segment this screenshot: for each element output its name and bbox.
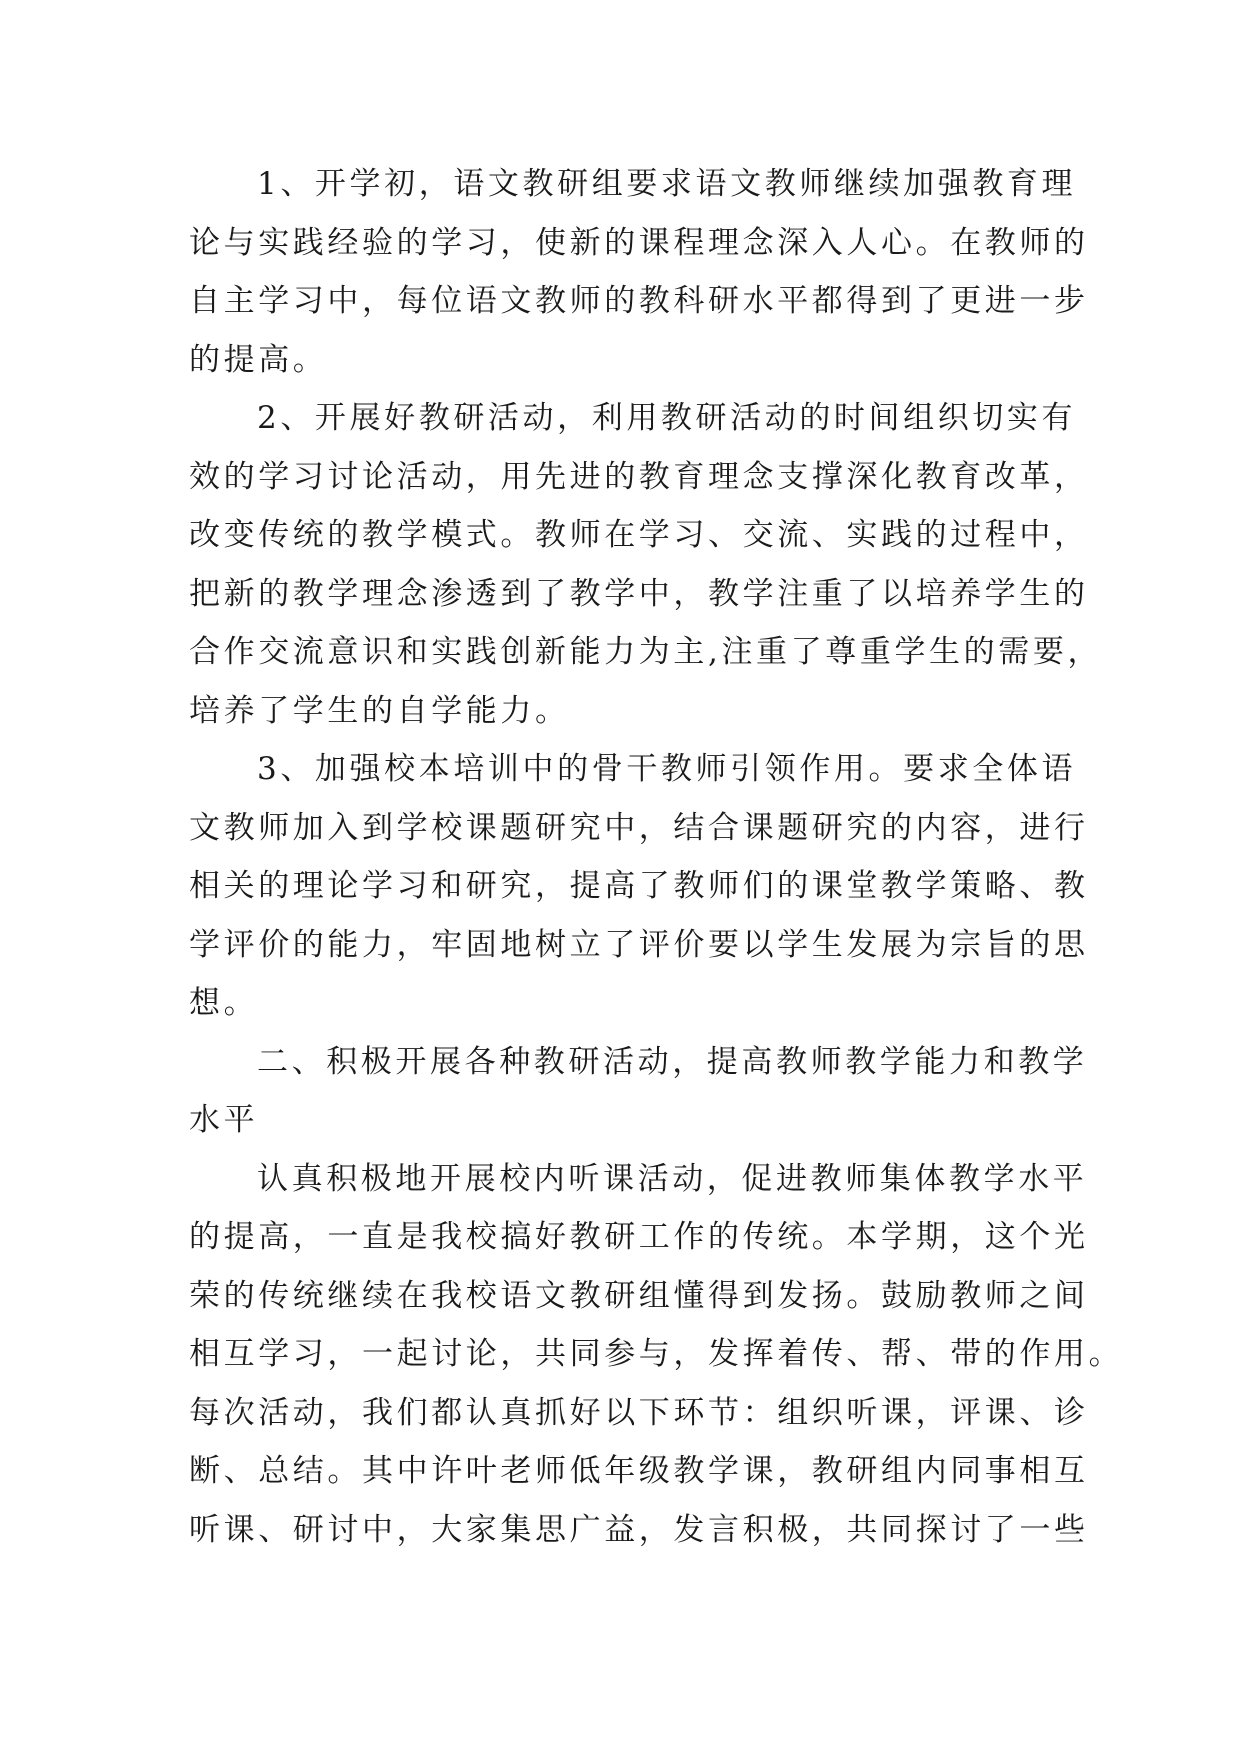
document-body (189, 155, 1124, 1559)
paragraph-3-line-1: 3、加强校本培训中的骨干教师引领作用。要求全体语 (257, 751, 1077, 787)
paragraph-2-line-6: 培养了学生的自学能力。 (189, 692, 570, 729)
paragraph-1-line-2: 论与实践经验的学习，使新的课程理念深入人心。在教师的 (189, 224, 1089, 261)
paragraph-5-line-5: 每次活动，我们都认真抓好以下环节：组织听课，评课、诊 (189, 1394, 1089, 1431)
paragraph-2-line-1: 2、开展好教研活动，利用教研活动的时间组织切实有 (257, 400, 1077, 436)
paragraph-5-line-1: 认真积极地开展校内听课活动，促进教师集体教学水平 (257, 1160, 1088, 1197)
section-heading-line-2: 水平 (189, 1102, 259, 1138)
section-heading-line-1: 二、积极开展各种教研活动，提高教师教学能力和教学 (257, 1043, 1088, 1080)
paragraph-2-line-2: 效的学习讨论活动，用先进的教育理念支撑深化教育改革， (189, 458, 1089, 495)
paragraph-1-line-1: 1、开学初，语文教研组要求语文教师继续加强教育理 (257, 166, 1077, 202)
paragraph-1-line-4: 的提高。 (189, 341, 328, 378)
paragraph-2-line-4: 把新的教学理念渗透到了教学中，教学注重了以培养学生的 (189, 575, 1089, 612)
paragraph-3-line-4: 学评价的能力，牢固地树立了评价要以学生发展为宗旨的思 (189, 926, 1089, 963)
paragraph-5-line-2: 的提高，一直是我校搞好教研工作的传统。本学期，这个光 (189, 1219, 1089, 1255)
paragraph-3-line-3: 相关的理论学习和研究，提高了教师们的课堂教学策略、教 (189, 868, 1089, 904)
paragraph-3-line-5: 想。 (189, 985, 259, 1021)
paragraph-5-line-7: 听课、研讨中，大家集思广益，发言积极，共同探讨了一些 (189, 1511, 1089, 1548)
paragraph-5-line-3: 荣的传统继续在我校语文教研组懂得到发扬。鼓励教师之间 (189, 1277, 1089, 1314)
paragraph-5-line-6: 断、总结。其中许叶老师低年级教学课，教研组内同事相互 (189, 1453, 1089, 1489)
paragraph-3-line-2: 文教师加入到学校课题研究中，结合课题研究的内容，进行 (189, 809, 1089, 846)
paragraph-2-line-3: 改变传统的教学模式。教师在学习、交流、实践的过程中， (189, 517, 1089, 553)
paragraph-2-line-5: 合作交流意识和实践创新能力为主,注重了尊重学生的需要， (189, 634, 1103, 670)
paragraph-5-line-4: 相互学习，一起讨论，共同参与，发挥着传、帮、带的作用。 (189, 1336, 1124, 1372)
paragraph-1-line-3: 自主学习中，每位语文教师的教科研水平都得到了更进一步 (189, 283, 1089, 319)
